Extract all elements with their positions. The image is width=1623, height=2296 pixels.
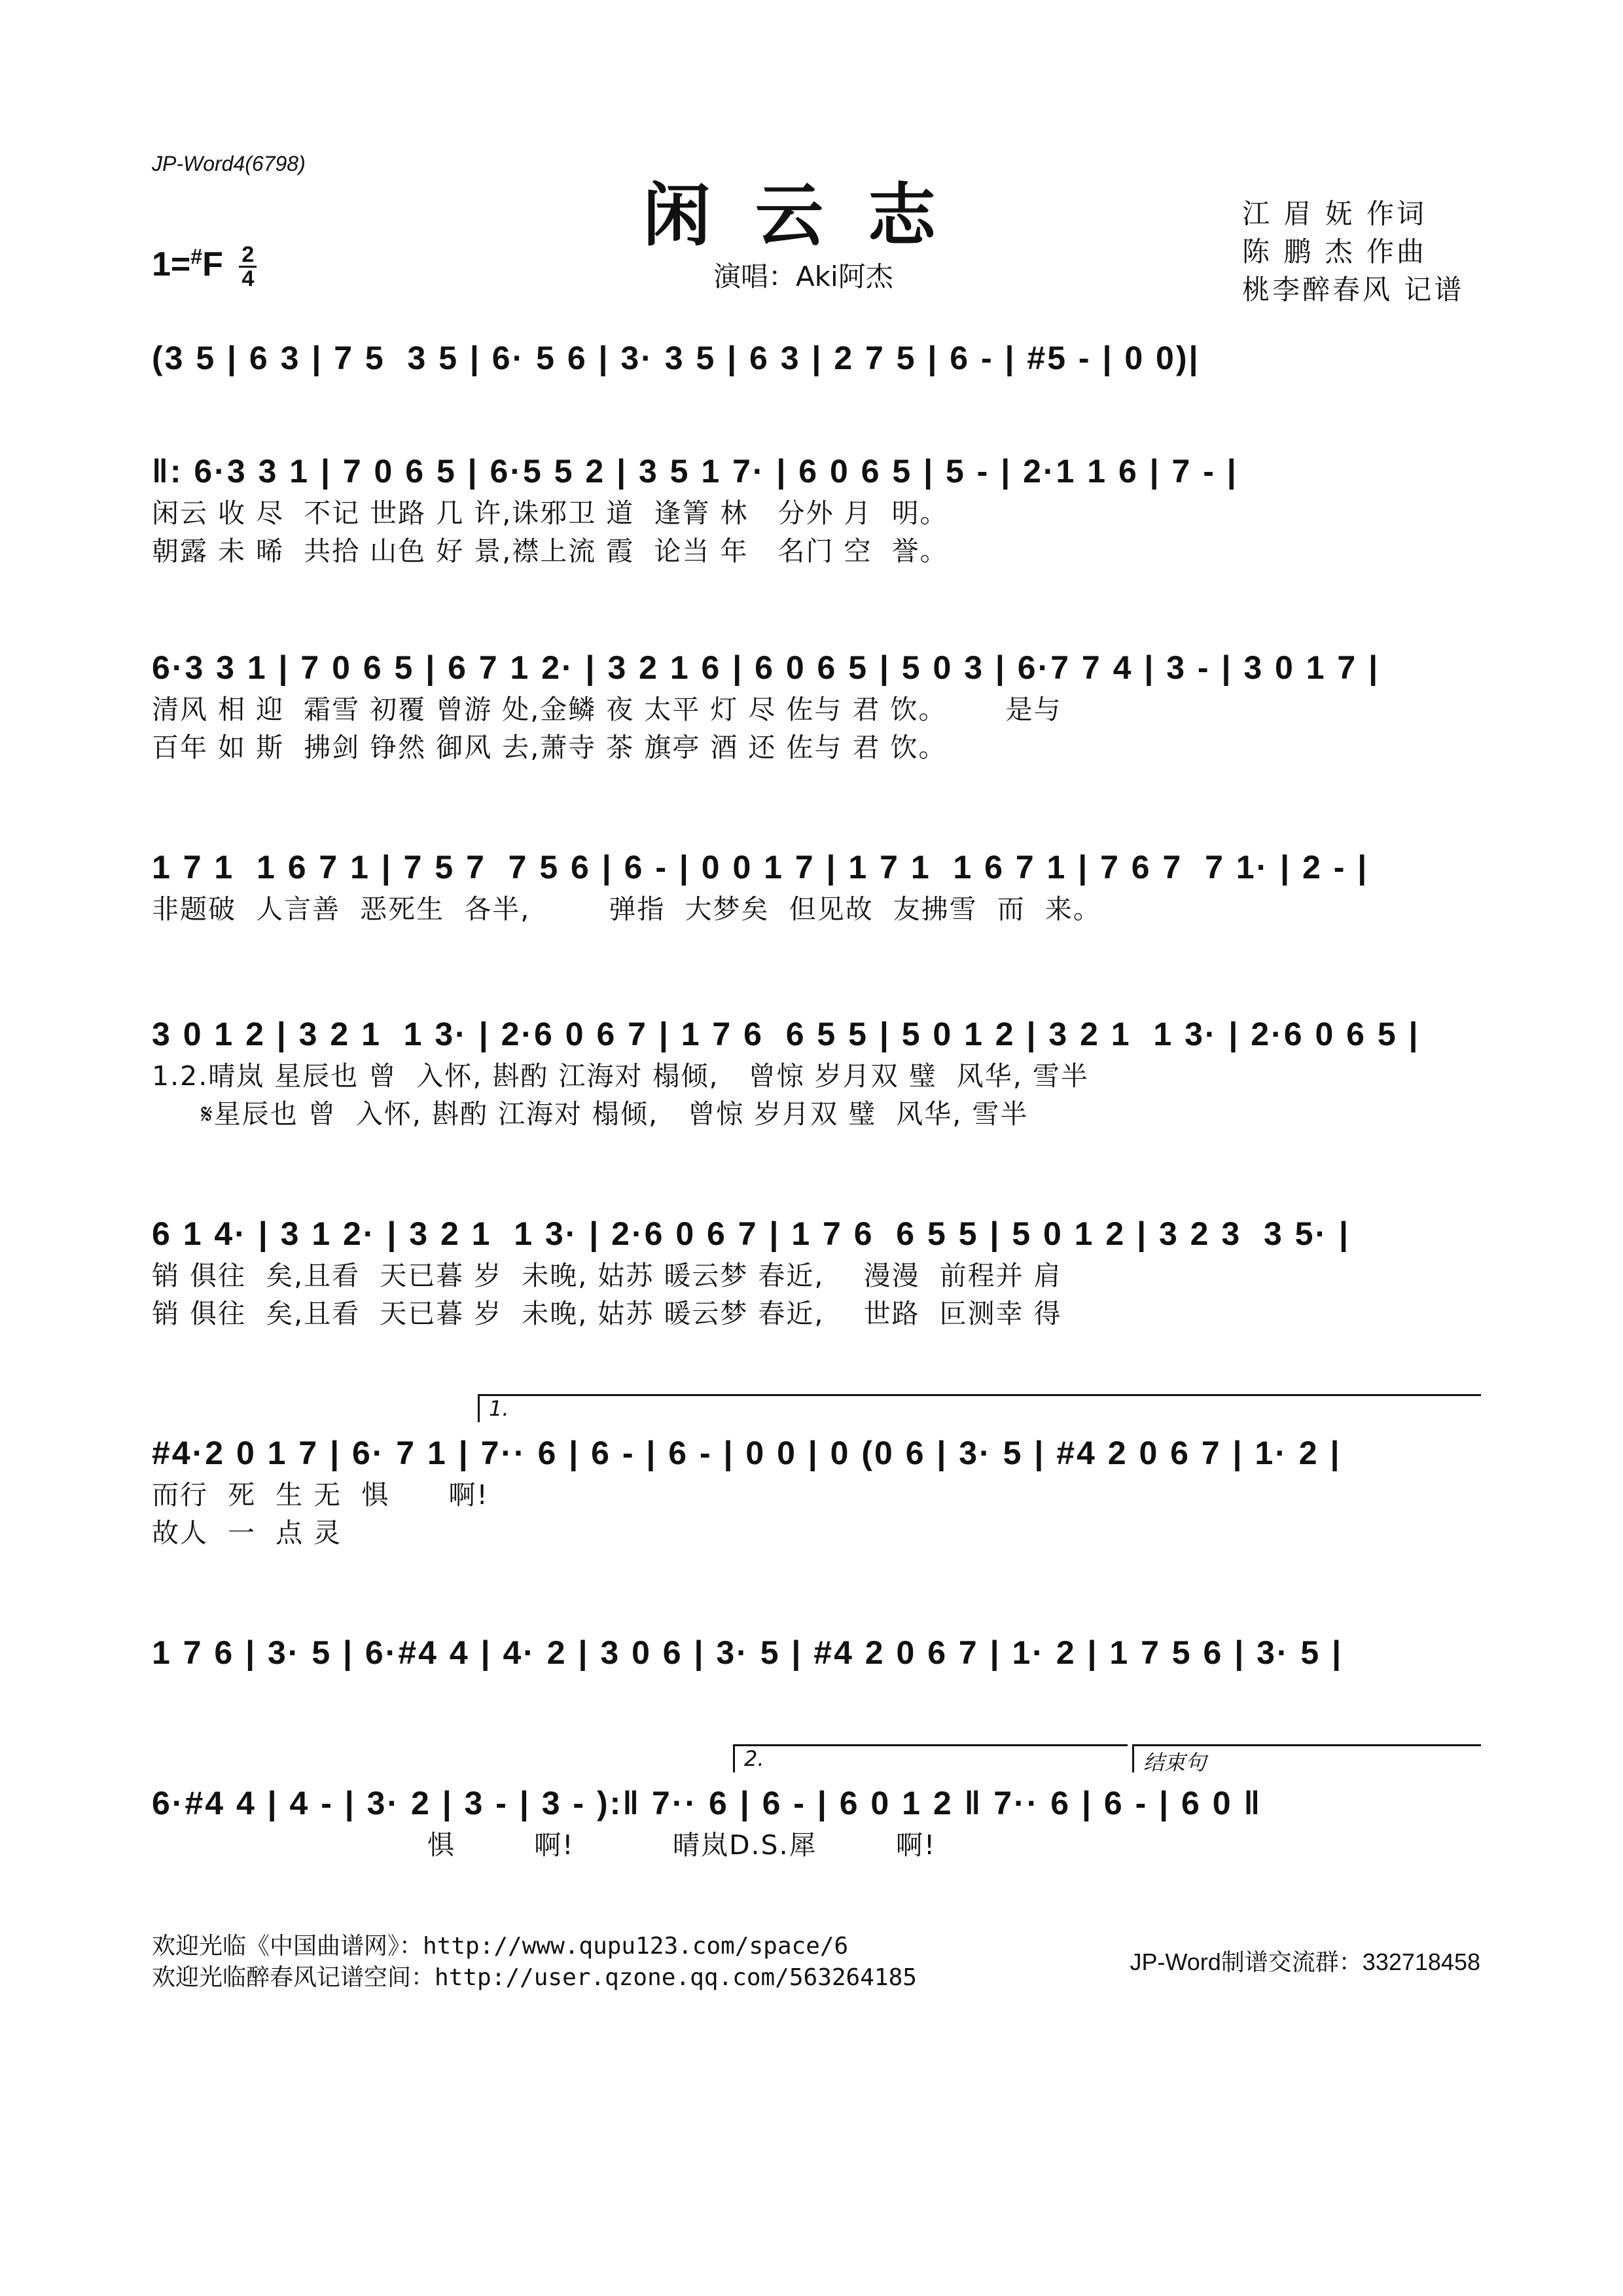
coda-bracket (1132, 1744, 1481, 1775)
system-9 (152, 1780, 1480, 1864)
notes-line: (3 5 | 6 3 | 7 5 3 5 | 6· 5 6 | 3· 3 5 | 6 3 | 2 7 5 | 6 - | #5 - | 0 0)| (152, 340, 1200, 376)
software-label: JP-Word4(6798) (152, 152, 306, 175)
notes-line: 6·3 3 1 | 7 0 6 5 | 6 7 1 2· | 3 2 1 6 | 6 0 6 5 | 5 0 3 | 6·7 7 4 | 3 - | 3 0 1 7 | (152, 649, 1380, 686)
notes-line: 6 1 4· | 3 1 2· | 3 2 1 1 3· | 2·6 0 6 7 | 1 7 6 6 5 5 | 5 0 1 2 | 3 2 3 3 5· | (152, 1215, 1350, 1252)
lyric-verse-1: 销 俱往 矣,且看 天已暮 岁 未晚, 姑苏 暖云梦 春近, 漫漫 前程并 肩 (152, 1260, 1062, 1291)
lyric-verse-2: 百年 如 斯 拂剑 铮然 御风 去,萧寺 茶 旗亭 酒 还 佐与 君 饮。 (152, 732, 947, 763)
key-prefix: 1= (152, 245, 191, 284)
second-ending-label: 2. (744, 1746, 764, 1771)
lyric-verse-2: 𝄋星辰也 曾 入怀, 斟酌 江海对 榻倾, 曾惊 岁月双 璧 风华, 雪半 (152, 1098, 1029, 1130)
lyric-verse-1: 清风 相 迎 霜雪 初覆 曾游 处,金鳞 夜 太平 灯 尽 佐与 君 饮。 是与 (152, 694, 1062, 725)
system-2 (152, 448, 1480, 570)
key-accidental: # (190, 244, 203, 268)
group-info: JP-Word制谱交流群：332718458 (1130, 1948, 1480, 1975)
time-signature (239, 243, 257, 290)
lyric-verse-1: 1.2.晴岚 星辰也 曾 入怀, 斟酌 江海对 榻倾, 曾惊 岁月双 璧 风华, 雪半 (152, 1060, 1089, 1092)
system-7 (152, 1430, 1480, 1552)
system-3 (152, 645, 1480, 766)
lyric-verse-2: 朝露 未 晞 共拾 山色 好 景,襟上流 霞 论当 年 名门 空 誉。 (152, 535, 948, 567)
transcriber: 桃李醉春风 记谱 (1242, 274, 1465, 306)
lyric-verse-2: 故人 一 点 灵 (152, 1517, 342, 1549)
system-5 (152, 1011, 1480, 1133)
composer: 陈 鹏 杰 作曲 (1242, 236, 1427, 268)
notes-line: 1 7 6 | 3· 5 | 6·#4 4 | 4· 2 | 3 0 6 | 3· 5 | #4 2 0 6 7 | 1· 2 | 1 7 5 6 | 3· 5 | (152, 1634, 1344, 1671)
system-4 (152, 844, 1480, 928)
first-ending-bracket (478, 1394, 1481, 1422)
lyric-verse-1: 非题破 人言善 恶死生 各半, 弹指 大梦矣 但见故 友拂雪 而 来。 (152, 893, 1101, 925)
first-ending-label: 1. (489, 1396, 509, 1421)
page-title: 闲云志 (642, 175, 980, 255)
notes-line: 3 0 1 2 | 3 2 1 1 3· | 2·6 0 6 7 | 1 7 6 6 5 5 | 5 0 1 2 | 3 2 1 1 3· | 2·6 0 6 5 | (152, 1016, 1420, 1052)
system-6 (152, 1211, 1480, 1333)
system-8 (152, 1630, 1480, 1676)
coda-label: 结束句 (1143, 1750, 1207, 1775)
lyric-verse-1: 闲云 收 尽 不记 世路 几 许,诛邪卫 道 逢箐 林 分外 月 明。 (152, 497, 948, 529)
time-top: 2 (239, 243, 257, 268)
notes-line: #4·2 0 1 7 | 6· 7 1 | 7·· 6 | 6 - | 6 - | 0 0 | 0 (0 6 | 3· 5 | #4 2 0 6 7 | 1· 2 | (152, 1435, 1342, 1471)
notes-line: ‖: 6·3 3 1 | 7 0 6 5 | 6·5 5 2 | 3 5 1 7· | 6 0 6 5 | 5 - | 2·1 1 6 | 7 - | (152, 453, 1238, 490)
second-ending-bracket (733, 1744, 1128, 1772)
lyric-verse-1: 惧 啊! 晴岚D.S.犀 啊! (152, 1829, 936, 1861)
credits (1242, 195, 1491, 309)
footer-links (152, 1931, 917, 1994)
key-note: F (202, 245, 223, 284)
notes-line: 1 7 1 1 6 7 1 | 7 5 7 7 5 6 | 6 - | 0 0 1 7 | 1 7 1 1 6 7 1 | 7 6 7 7 1· | 2 - | (152, 849, 1369, 886)
notes-line: 6·#4 4 | 4 - | 3· 2 | 3 - | 3 - ):‖ 7·· 6 | 6 - | 6 0 1 2 ‖ 7·· 6 | 6 - | 6 0 ‖ (152, 1785, 1262, 1821)
system-1 (152, 335, 1480, 381)
key-signature (152, 243, 257, 290)
time-bottom: 4 (241, 266, 255, 291)
lyric-verse-1: 而行 死 生 无 惧 啊! (152, 1479, 489, 1511)
footer-line-1: 欢迎光临《中国曲谱网》：http://www.qupu123.com/space/6 (152, 1933, 849, 1960)
performer: 演唱：Aki阿杰 (713, 260, 893, 293)
footer-line-2: 欢迎光临醉春风记谱空间：http://user.qzone.qq.com/563264185 (152, 1964, 917, 1991)
lyricist: 江 眉 妩 作词 (1242, 198, 1427, 230)
lyric-verse-2: 销 俱往 矣,且看 天已暮 岁 未晚, 姑苏 暖云梦 春近, 世路 叵测幸 得 (152, 1298, 1062, 1329)
